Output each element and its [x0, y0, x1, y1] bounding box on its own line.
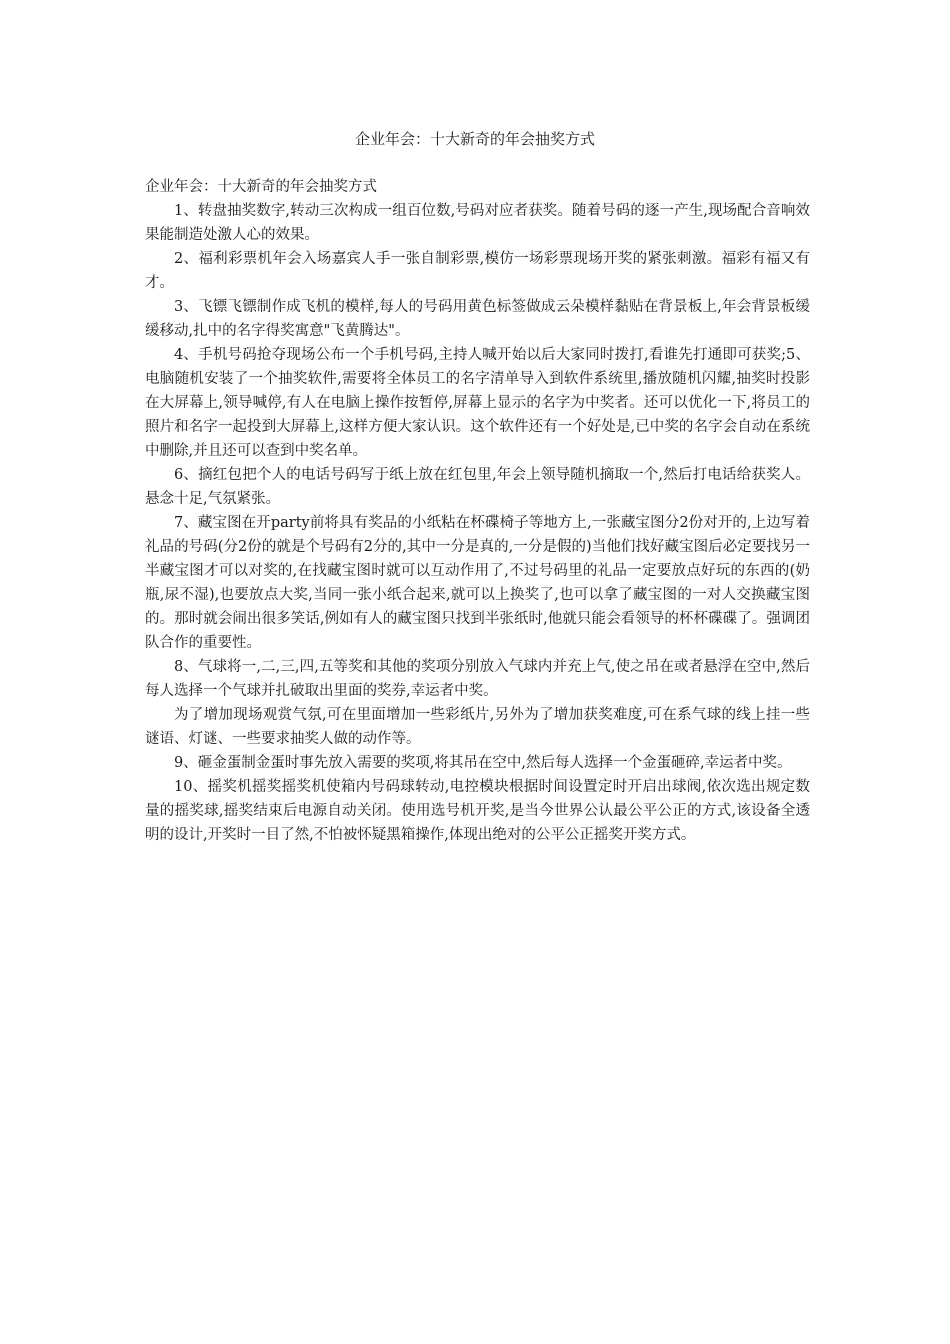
document-body: [145, 175, 810, 847]
paragraph-7: 8、气球将一,二,三,四,五等奖和其他的奖项分别放入气球内并充上气,使之吊在或者悬浮在空中,然后每人选择一个气球并扎破取出里面的奖券,幸运者中奖。: [145, 659, 810, 699]
paragraph-6: 7、藏宝图在开party前将具有奖品的小纸粘在杯碟椅子等地方上,一张藏宝图分2份对开的,上边写着礼品的号码(分2份的就是个号码有2分的,其中一分是真的,一分是假的)当他们找好藏宝图后必定要找另一半藏宝图才可以对奖的,在找藏宝图时就可以互动作用了,不过号码里的礼品一定要放点好玩的东西的(奶瓶,尿不湿),也要放点大奖,当同一张小纸合起来,就可以上换奖了,也可以拿了藏宝图的一对人交换藏宝图的。那时就会闹出很多笑话,例如有人的藏宝图只找到半张纸时,他就只能会看领导的杯杯碟碟了。强调团队合作的重要性。: [145, 515, 810, 651]
document-title: 企业年会：十大新奇的年会抽奖方式: [354, 130, 595, 148]
paragraph-2: 2、福利彩票机年会入场嘉宾人手一张自制彩票,模仿一场彩票现场开奖的紧张刺激。福彩有福又有才。: [145, 251, 810, 291]
paragraph-10: 10、摇奖机摇奖摇奖机使箱内号码球转动,电控模块根据时间设置定时开启出球阀,依次选出规定数量的摇奖球,摇奖结束后电源自动关闭。使用选号机开奖,是当今世界公认最公平公正的方式,该设备全透明的设计,开奖时一目了然,不怕被怀疑黑箱操作,体现出绝对的公平公正摇奖开奖方式。: [145, 779, 810, 843]
paragraph-5: 6、摘红包把个人的电话号码写于纸上放在红包里,年会上领导随机摘取一个,然后打电话给获奖人。悬念十足,气氛紧张。: [145, 467, 810, 507]
paragraph-1: 1、转盘抽奖数字,转动三次构成一组百位数,号码对应者获奖。随着号码的逐一产生,现场配合音响效果能制造处激人心的效果。: [145, 203, 810, 243]
body-heading: 企业年会：十大新奇的年会抽奖方式: [145, 179, 377, 195]
paragraph-9: 9、砸金蛋制金蛋时事先放入需要的奖项,将其吊在空中,然后每人选择一个金蛋砸碎,幸运者中奖。: [174, 755, 792, 771]
paragraph-3: 3、飞镖飞镖制作成飞机的模样,每人的号码用黄色标签做成云朵模样黏贴在背景板上,年会背景板缓缓移动,扎中的名字得奖寓意"飞黄腾达"。: [145, 299, 810, 339]
paragraph-8: 为了增加现场观赏气氛,可在里面增加一些彩纸片,另外为了增加获奖难度,可在系气球的线上挂一些谜语、灯谜、一些要求抽奖人做的动作等。: [145, 707, 810, 747]
paragraph-4: 4、手机号码抢夺现场公布一个手机号码,主持人喊开始以后大家同时拨打,看谁先打通即可获奖;5、电脑随机安装了一个抽奖软件,需要将全体员工的名字清单导入到软件系统里,播放随机闪耀,抽奖时投影在大屏幕上,领导喊停,有人在电脑上操作按暂停,屏幕上显示的名字为中奖者。还可以优化一下,将员工的照片和名字一起投到大屏幕上,这样方便大家认识。这个软件还有一个好处是,已中奖的名字会自动在系统中删除,并且还可以查到中奖名单。: [145, 347, 810, 459]
